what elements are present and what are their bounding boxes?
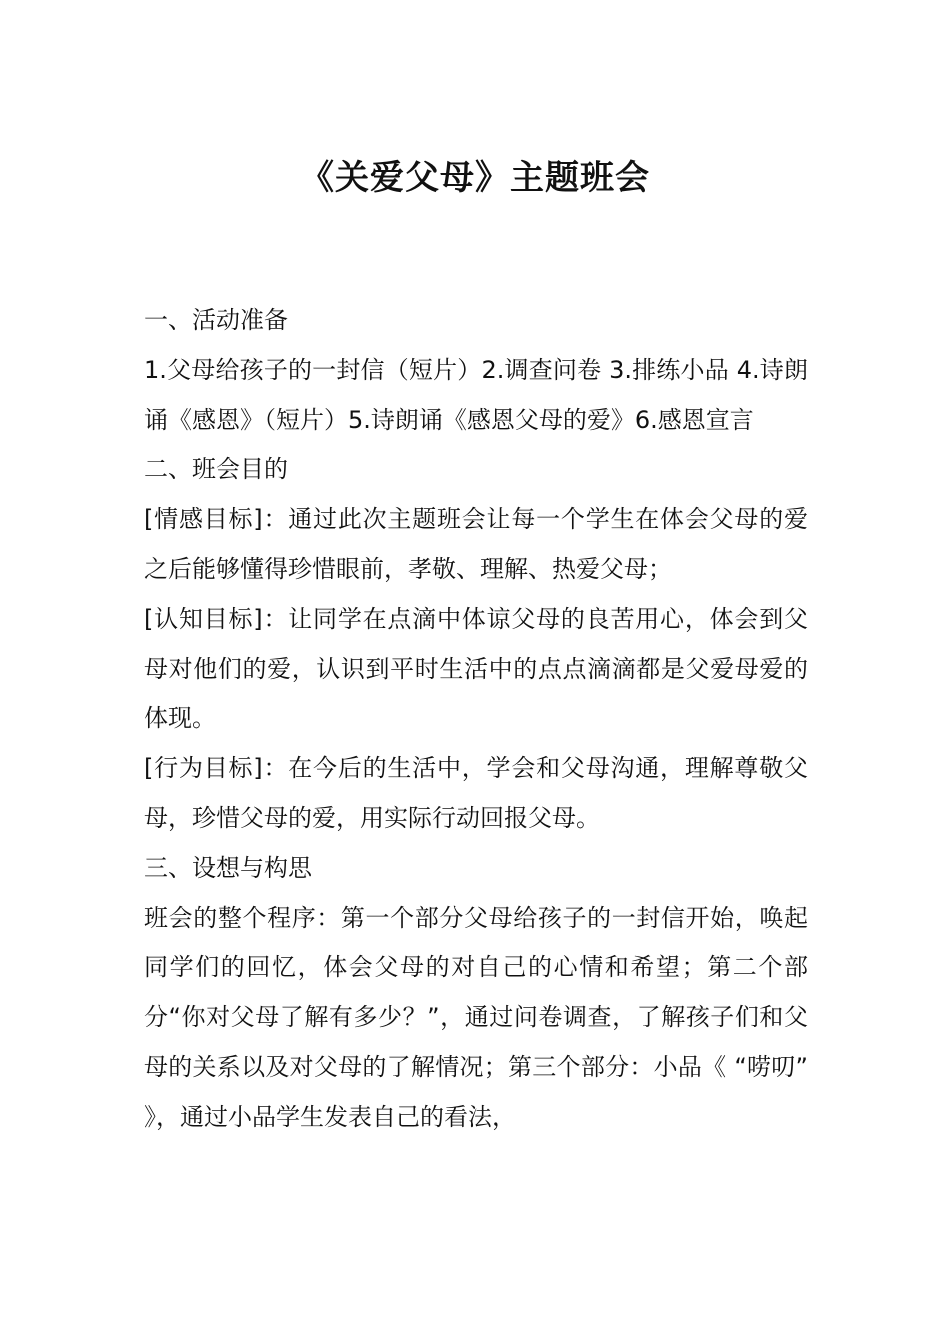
- section-heading-preparation: 一、活动准备: [144, 306, 288, 334]
- paragraph-behavioral-goal: [行为目标]：在今后的生活中，学会和父母沟通，理解尊敬父母，珍惜父母的爱，用实际行动回报父母。: [144, 754, 808, 832]
- paragraph-cognitive-goal: [认知目标]：让同学在点滴中体谅父母的良苦用心，体会到父母对他们的爱，认识到平时生活中的点点滴滴都是父爱母爱的体现。: [144, 604, 808, 733]
- paragraph-emotional-goal: [情感目标]：通过此次主题班会让每一个学生在体会父母的爱之后能够懂得珍惜眼前，孝敬、理解、热爱父母；: [144, 505, 808, 583]
- paragraph-program: 班会的整个程序：第一个部分父母给孩子的一封信开始，唤起同学们的回忆，体会父母的对自己的心情和希望；第二个部分“你对父母了解有多少？”，通过问卷调查，了解孩子们和父母的关系以及对父母的了解情况；第三个部分：小品《 “唠叨” 》，通过小品学生发表自己的看法，: [144, 903, 808, 1131]
- document-title: 《关爱父母》主题班会: [300, 158, 650, 198]
- paragraph-preparation-items: 1.父母给孩子的一封信（短片）2.调查问卷 3.排练小品 4.诗朗诵《感恩》（短片）5.诗朗诵《感恩父母的爱》6.感恩宣言: [144, 355, 808, 434]
- document-body: [144, 296, 808, 1143]
- section-heading-purpose: 二、班会目的: [144, 455, 288, 484]
- section-heading-concept: 三、设想与构思: [144, 853, 312, 882]
